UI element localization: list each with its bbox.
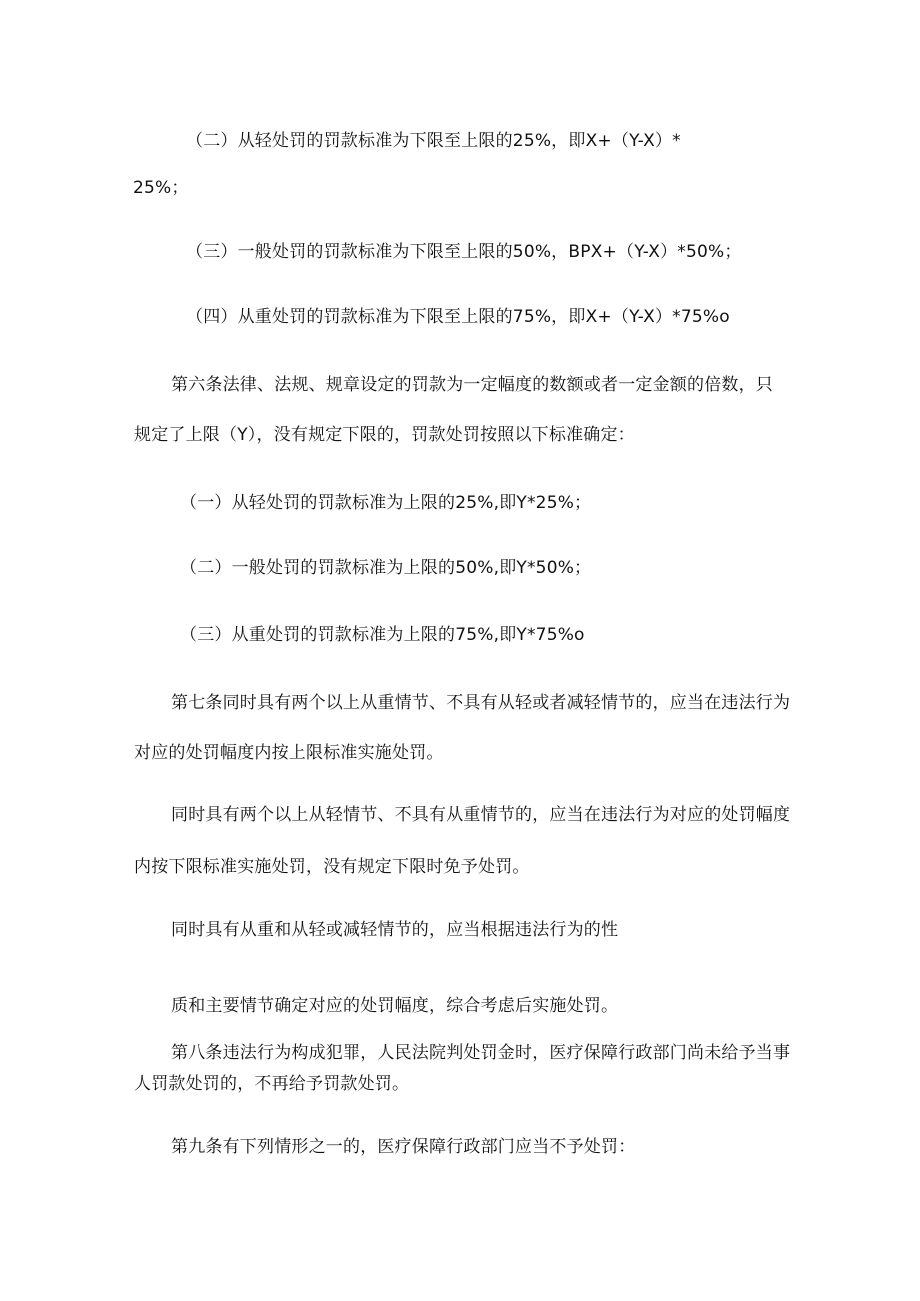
text-line-3: （三）一般处罚的罚款标准为下限至上限的50%，BPX+（Y-X）*50%； (186, 242, 742, 262)
text-line-2: 25%； (133, 178, 189, 198)
text-line-16: 第八条违法行为构成犯罪，人民法院判处罚金时，医疗保障行政部门尚未给予当事 (171, 1043, 791, 1063)
text-line-6: 规定了上限（Y），没有规定下限的，罚款处罚按照以下标准确定： (134, 425, 635, 445)
text-line-4: （四）从重处罚的罚款标准为下限至上限的75%，即X+（Y-X）*75%o (186, 307, 730, 327)
text-line-15: 质和主要情节确定对应的处罚幅度，综合考虑后实施处罚。 (171, 996, 619, 1016)
text-line-1: （二）从轻处罚的罚款标准为下限至上限的25%，即X+（Y-X）* (186, 131, 681, 151)
text-line-8: （二）一般处罚的罚款标准为上限的50%,即Y*50%； (180, 558, 592, 578)
text-line-17: 人罚款处罚的，不再给予罚款处罚。 (134, 1074, 410, 1094)
text-line-12: 同时具有两个以上从轻情节、不具有从重情节的，应当在违法行为对应的处罚幅度 (171, 805, 791, 825)
text-line-5: 第六条法律、法规、规章设定的罚款为一定幅度的数额或者一定金额的倍数，只 (171, 375, 773, 395)
text-line-18: 第九条有下列情形之一的，医疗保障行政部门应当不予处罚： (171, 1137, 636, 1157)
text-line-13: 内按下限标准实施处罚，没有规定下限时免予处罚。 (134, 857, 530, 877)
text-line-7: （一）从轻处罚的罚款标准为上限的25%,即Y*25%； (180, 493, 592, 513)
text-line-9: （三）从重处罚的罚款标准为上限的75%,即Y*75%o (180, 625, 585, 645)
text-line-11: 对应的处罚幅度内按上限标准实施处罚。 (134, 743, 444, 763)
text-line-10: 第七条同时具有两个以上从重情节、不具有从轻或者减轻情节的，应当在违法行为 (171, 693, 791, 713)
text-line-14: 同时具有从重和从轻或减轻情节的，应当根据违法行为的性 (171, 920, 619, 940)
